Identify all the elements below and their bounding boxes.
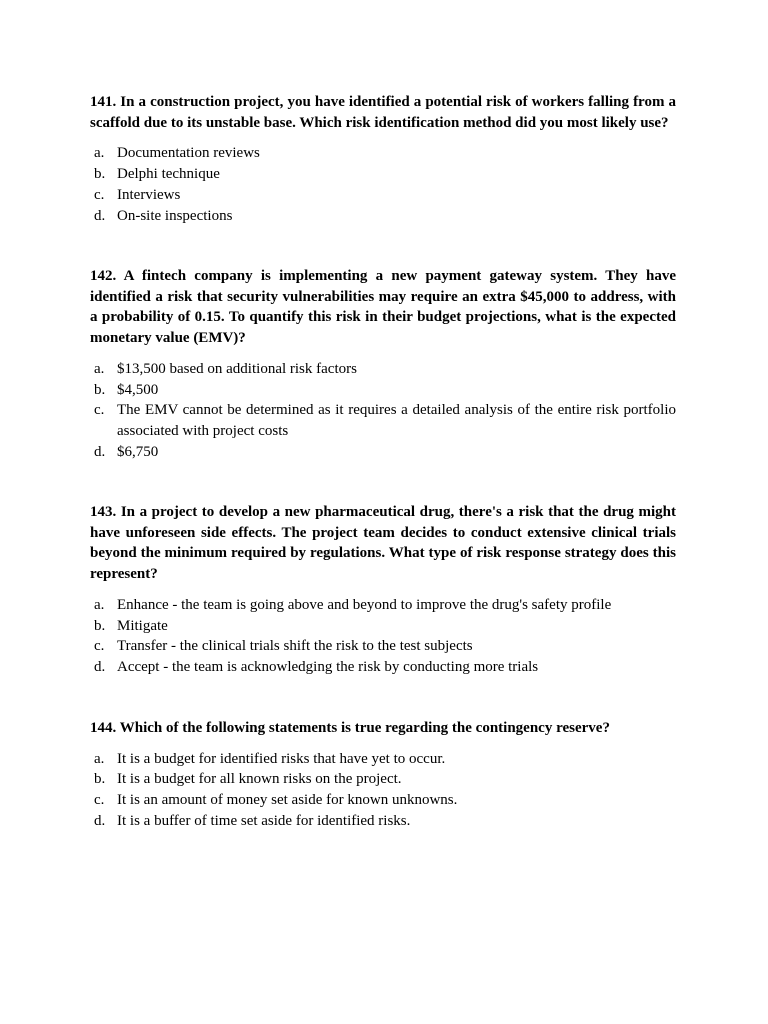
option-letter: a.: [94, 360, 105, 377]
option-letter: d.: [94, 443, 106, 460]
option-text: It is a budget for identified risks that have yet to occur.: [117, 750, 446, 767]
option-letter: b.: [94, 381, 106, 398]
option-letter: d.: [94, 812, 106, 829]
option-letter: d.: [94, 658, 106, 675]
option-text: $13,500 based on additional risk factors: [117, 360, 357, 377]
option-text: The EMV cannot be determined as it requires a detailed analysis of the entire risk portfolio associated with project costs: [117, 402, 676, 439]
option-letter: b.: [94, 617, 106, 634]
answer-option-c: [90, 400, 676, 441]
answer-option-d: [90, 442, 676, 463]
answer-options: [90, 359, 676, 463]
answer-option-b: [90, 769, 676, 790]
question-text: 141. In a construction project, you have identified a potential risk of workers falling from a scaffold due to its unstable base. Which risk identification method did you most likely use?: [90, 94, 676, 131]
question-text: 143. In a project to develop a new pharmaceutical drug, there's a risk that the drug might have unforeseen side effects. The project team decides to conduct extensive clinical trials beyond the minimum required by regulations. What type of risk response strategy does this represent?: [90, 504, 676, 583]
option-letter: c.: [94, 402, 105, 419]
question-text: 144. Which of the following statements is true regarding the contingency reserve?: [90, 720, 610, 736]
answer-option-a: [90, 749, 676, 770]
option-letter: c.: [94, 638, 105, 655]
option-text: On-site inspections: [117, 207, 233, 224]
question-144: [90, 718, 676, 832]
answer-option-b: [90, 164, 676, 185]
answer-options: [90, 143, 676, 226]
answer-option-d: [90, 657, 676, 678]
option-letter: c.: [94, 792, 105, 809]
option-letter: a.: [94, 750, 105, 767]
answer-option-b: [90, 616, 676, 637]
answer-option-c: [90, 636, 676, 657]
answer-option-b: [90, 380, 676, 401]
answer-option-d: [90, 206, 676, 227]
option-letter: a.: [94, 596, 105, 613]
option-text: Transfer - the clinical trials shift the risk to the test subjects: [117, 638, 473, 655]
option-text: It is a buffer of time set aside for identified risks.: [117, 812, 411, 829]
answer-option-a: [90, 143, 676, 164]
option-text: Delphi technique: [117, 166, 220, 183]
option-letter: b.: [94, 771, 106, 788]
answer-options: [90, 749, 676, 832]
option-text: Enhance - the team is going above and beyond to improve the drug's safety profile: [117, 596, 612, 613]
option-text: Mitigate: [117, 617, 168, 634]
answer-option-d: [90, 811, 676, 832]
question-141: [90, 92, 676, 226]
question-text: 142. A fintech company is implementing a new payment gateway system. They have identified a risk that security vulnerabilities may require an extra $45,000 to address, with a probability of 0.15. To quantify this risk in their budget projections, what is the expected monetary value (EMV)?: [90, 268, 676, 347]
option-text: Documentation reviews: [117, 145, 260, 162]
answer-option-a: [90, 595, 676, 616]
option-letter: a.: [94, 145, 105, 162]
option-text: It is a budget for all known risks on the project.: [117, 771, 402, 788]
answer-options: [90, 595, 676, 678]
answer-option-c: [90, 790, 676, 811]
answer-option-c: [90, 185, 676, 206]
option-text: $6,750: [117, 443, 159, 460]
option-letter: c.: [94, 186, 105, 203]
answer-option-a: [90, 359, 676, 380]
option-text: $4,500: [117, 381, 159, 398]
option-text: Accept - the team is acknowledging the risk by conducting more trials: [117, 658, 539, 675]
question-143: [90, 502, 676, 678]
option-text: Interviews: [117, 186, 181, 203]
option-letter: d.: [94, 207, 106, 224]
option-letter: b.: [94, 166, 106, 183]
question-142: [90, 266, 676, 462]
option-text: It is an amount of money set aside for known unknowns.: [117, 792, 458, 809]
